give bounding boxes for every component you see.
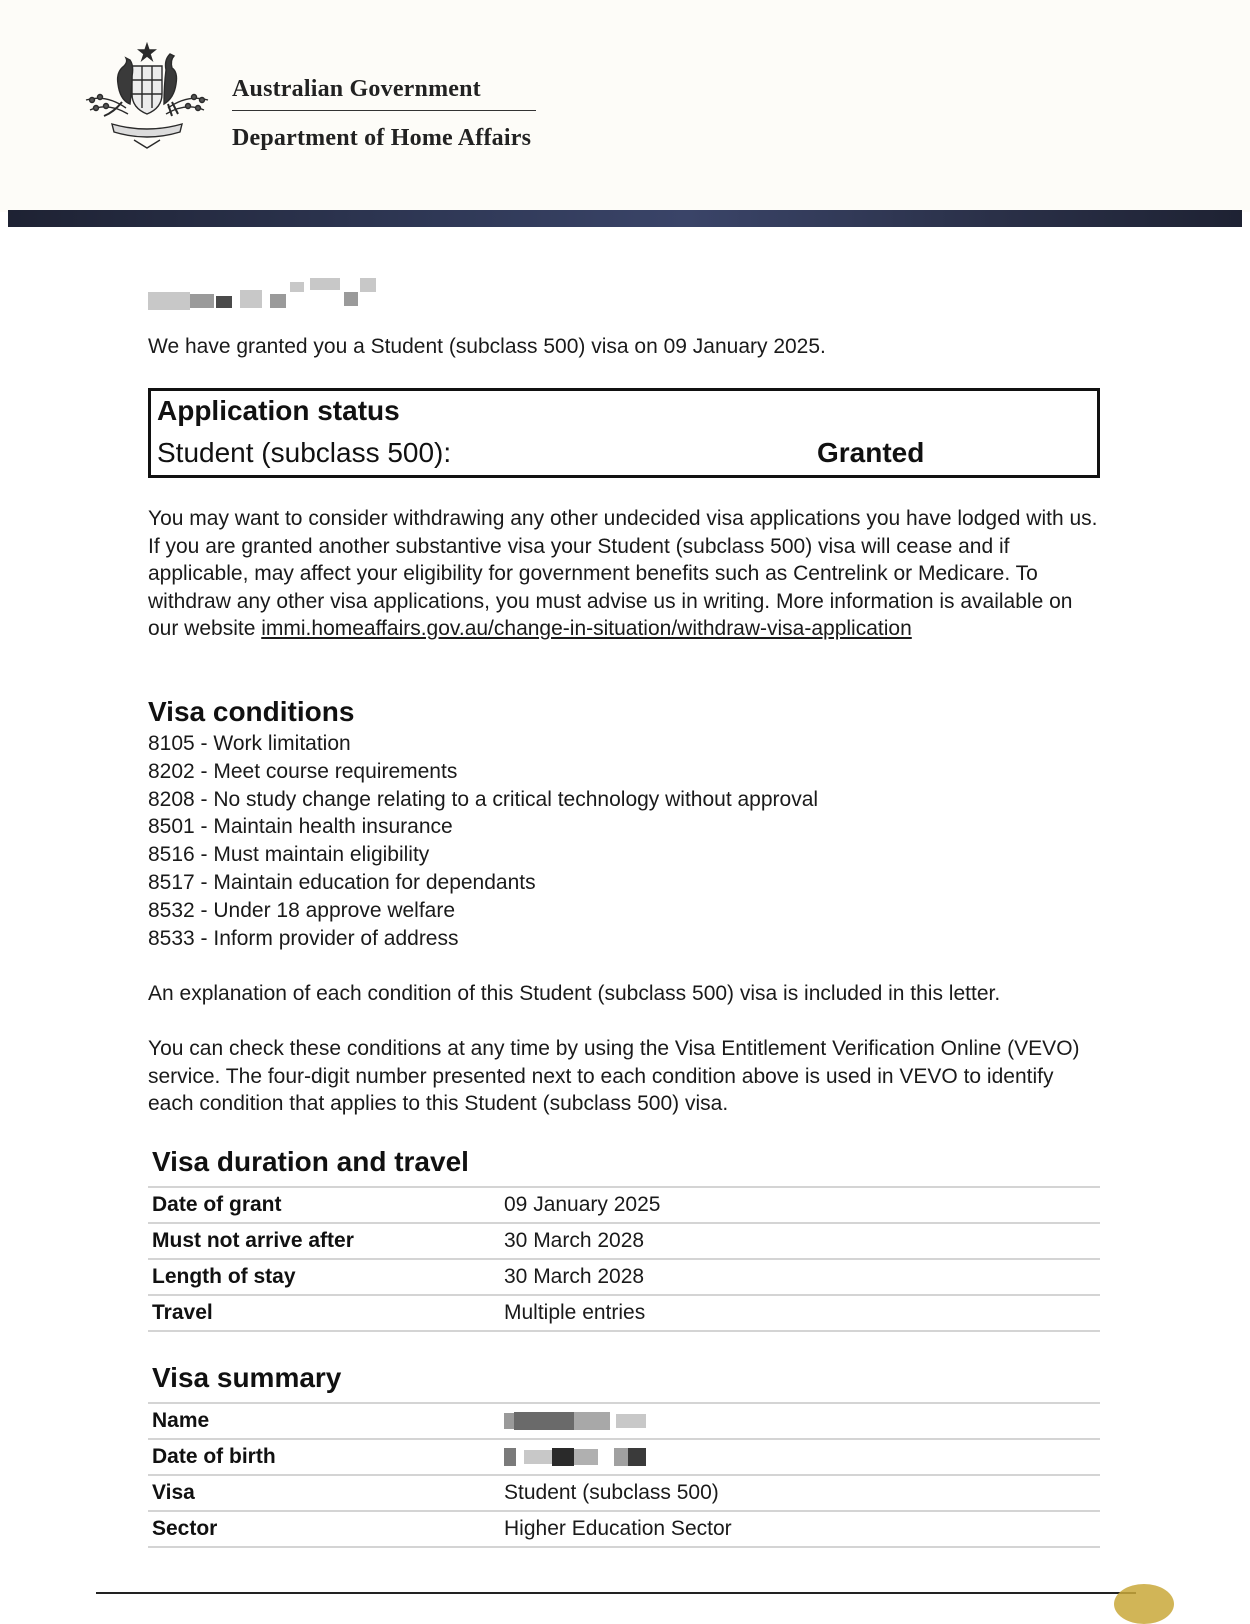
status-heading: Application status [157,395,400,426]
status-label: Student (subclass 500): [157,437,452,468]
summary-table [148,1402,1100,1548]
table-row [148,1475,1100,1511]
row-key: Sector [152,1517,218,1540]
header-divider [232,110,536,111]
row-value: 30 March 2028 [504,1265,645,1288]
condition-item: 8105 - Work limitation [148,732,351,755]
table-row [148,1259,1100,1295]
row-value: 30 March 2028 [504,1229,645,1252]
vevo-paragraph: You can check these conditions at any time by using the Visa Entitlement Verification Online (VEVO) service. The four-digit number presented next to each condition above is used in VEVO to identify each condition that applies to this Student (subclass 500) visa. [148,1037,1080,1115]
table-row [148,1223,1100,1259]
row-value: Higher Education Sector [504,1517,732,1540]
withdraw-link[interactable]: immi.homeaffairs.gov.au/change-in-situation/withdraw-visa-application [261,617,912,640]
header-band [8,210,1242,227]
status-value: Granted [817,437,925,468]
footer-divider [96,1592,1136,1594]
row-value: 09 January 2025 [500,1187,1100,1223]
letterhead [0,0,1250,212]
table-row [148,1439,1100,1475]
summary-heading: Visa summary [152,1362,342,1393]
condition-item: 8501 - Maintain health insurance [148,815,453,839]
conditions-heading: Visa conditions [148,696,355,727]
conditions-list [148,730,818,952]
row-key: Travel [152,1301,213,1324]
duration-heading: Visa duration and travel [152,1146,469,1177]
row-key: Name [148,1403,500,1439]
row-key: Length of stay [152,1265,296,1288]
condition-item: 8202 - Meet course requirements [148,759,458,783]
row-key: Must not arrive after [152,1229,354,1252]
page-corner-mark [1114,1584,1174,1624]
row-key: Date of birth [152,1445,276,1468]
condition-item: 8208 - No study change relating to a critical technology without approval [148,787,819,811]
explanation-text: An explanation of each condition of this Student (subclass 500) visa is included in this letter. [148,982,1001,1005]
withdraw-paragraph [148,505,1098,643]
condition-item: 8533 - Inform provider of address [148,926,459,950]
row-value: Student (subclass 500) [504,1481,719,1504]
row-value: Multiple entries [504,1301,646,1324]
table-row [148,1511,1100,1547]
department-name: Department of Home Affairs [232,125,532,151]
application-status-box [148,388,1100,478]
withdraw-text: You may want to consider withdrawing any other undecided visa applications you have lodged with us. If you are granted another substantive visa your Student (subclass 500) visa will cease and if applicable, may affect your eligibility for government benefits such as Centrelink or Medicare. To withdraw any other visa applications, you must advise us in writing. More information is available on our website [148,507,1098,640]
row-key: Visa [152,1481,195,1504]
duration-table [148,1186,1100,1332]
coat-of-arms-icon [76,42,218,152]
condition-item: 8532 - Under 18 approve welfare [148,898,456,922]
table-row [148,1187,1100,1223]
condition-item: 8516 - Must maintain eligibility [148,843,430,867]
table-row [148,1295,1100,1331]
row-value-redacted [500,1403,1100,1439]
condition-item: 8517 - Maintain education for dependants [148,870,536,894]
row-value-redacted [500,1439,1100,1475]
grant-notice: We have granted you a Student (subclass 500) visa on 09 January 2025. [148,335,826,358]
government-name: Australian Government [232,76,481,102]
row-key: Date of grant [148,1187,500,1223]
table-row [148,1403,1100,1439]
